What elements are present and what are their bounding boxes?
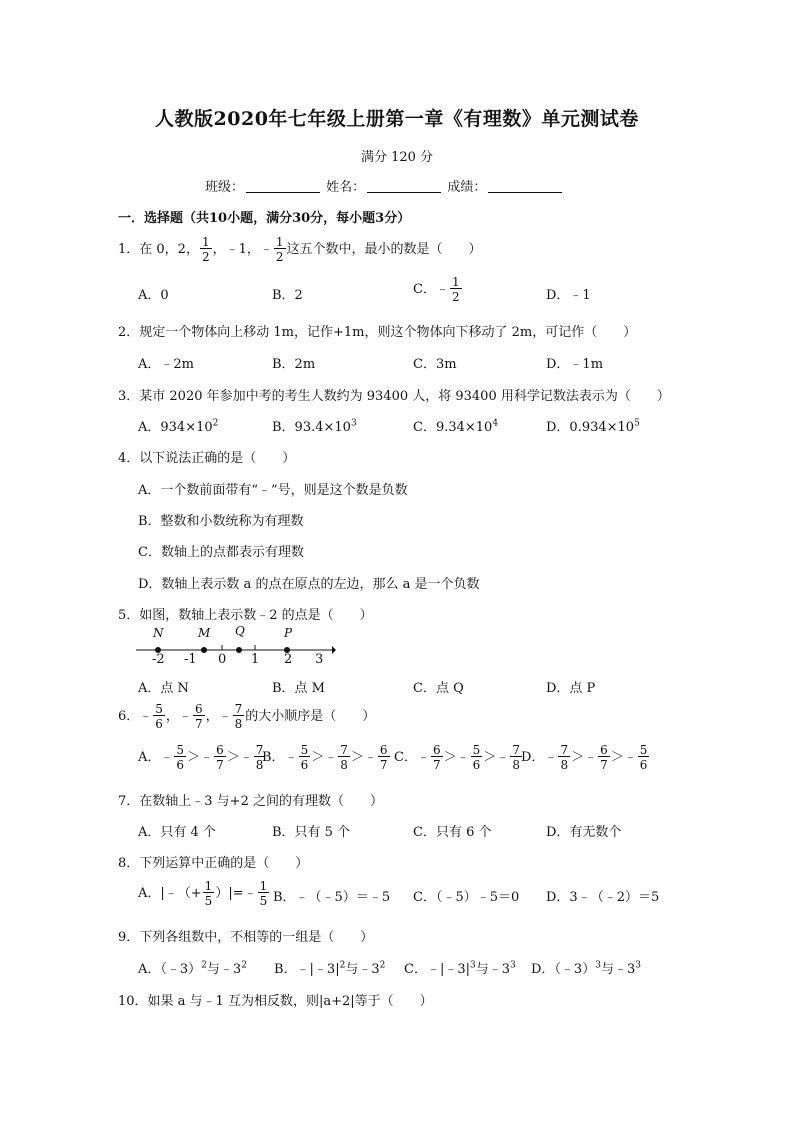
- point-q: [236, 647, 242, 653]
- q7-option-c[interactable]: C．只有 6 个: [413, 825, 492, 840]
- question-6: 6．﹣ $\frac{5}{6}$ ，﹣ $\frac{6}{7}$ ，﹣ $\frac{7}{8}$ 的大小顺序是（ ）: [118, 702, 376, 731]
- q9-option-a[interactable]: A．（﹣3）$^2$与$﹣3^2$: [138, 960, 247, 977]
- q1-option-d[interactable]: D．﹣1: [546, 288, 591, 303]
- fraction-half: $\frac{1}{2}$: [201, 235, 210, 264]
- q3-option-a[interactable]: A．$934\times 10^2$: [138, 418, 219, 435]
- tick-label: 2: [284, 652, 293, 667]
- q9-option-b[interactable]: B．$﹣|﹣3|^2$与$﹣3^2$: [274, 960, 386, 977]
- question-5: 5．如图，数轴上表示数﹣2 的点是（ ）: [118, 608, 373, 623]
- question-4: 4．以下说法正确的是（ ）: [118, 451, 296, 466]
- question-2: 2．规定一个物体向上移动 1m，记作+1m，则这个物体向下移动了 2m，可记作（ ）: [118, 325, 637, 340]
- question-9: 9．下列各组数中，不相等的一组是（ ）: [118, 930, 374, 945]
- fraction-half: $\frac{1}{2}$: [275, 235, 284, 264]
- point-m: [201, 647, 207, 653]
- name-blank[interactable]: [367, 179, 441, 193]
- page-title: 人教版2020年七年级上册第一章《有理数》单元测试卷: [155, 108, 639, 130]
- score-blank[interactable]: [488, 179, 562, 193]
- q6-option-d[interactable]: D．﹣ $\frac{7}{8}$ ＞﹣ $\frac{6}{7}$ ＞﹣ $\frac{5}{6}$: [521, 743, 648, 772]
- q1-option-a[interactable]: A．0: [138, 288, 169, 303]
- q3-option-c[interactable]: C．$9.34\times 10^4$: [413, 418, 499, 435]
- q9-option-d[interactable]: D．（﹣3）$^3$与$﹣3^3$: [531, 960, 641, 977]
- q2-option-a[interactable]: A．﹣2m: [138, 357, 194, 372]
- q4-option-c[interactable]: C．数轴上的点都表示有理数: [138, 545, 304, 560]
- q2-option-c[interactable]: C．3m: [413, 357, 457, 372]
- q1-option-c[interactable]: C．﹣ $\frac{1}{2}$: [413, 275, 460, 304]
- q8-option-c[interactable]: C．（﹣5）﹣5＝0: [413, 890, 520, 905]
- tick-label: -1: [184, 652, 197, 667]
- q1-option-b[interactable]: B．2: [272, 288, 303, 303]
- class-label: 班级：: [205, 180, 245, 195]
- q1-text-b: ，﹣1，﹣: [212, 242, 273, 257]
- q9-option-c[interactable]: C．$﹣|﹣3|^3$与$﹣3^3$: [404, 960, 516, 977]
- q3-option-d[interactable]: D．$0.934\times 10^5$: [546, 418, 640, 435]
- q6-option-b[interactable]: B．﹣ $\frac{5}{6}$ ＞﹣ $\frac{7}{8}$ ＞﹣ $\frac{6}{7}$: [262, 743, 388, 772]
- question-10: 10．如果 a 与﹣1 互为相反数，则|a+2|等于（ ）: [118, 994, 433, 1009]
- score-label: 成绩：: [447, 180, 487, 195]
- student-info: [205, 176, 564, 195]
- q4-option-a[interactable]: A．一个数前面带有“﹣”号，则是这个数是负数: [138, 483, 408, 498]
- section-heading: 一．选择题（共10小题，满分30分，每小题3分）: [118, 211, 411, 226]
- label-q: Q: [235, 624, 245, 638]
- q7-option-b[interactable]: B．只有 5 个: [272, 825, 351, 840]
- q5-option-d[interactable]: D．点 P: [546, 681, 596, 696]
- q3-option-b[interactable]: B．$93.4\times 10^3$: [272, 418, 357, 435]
- q8-option-b[interactable]: B．﹣（﹣5）＝﹣5: [273, 890, 391, 905]
- label-m: M: [198, 626, 211, 640]
- q2-option-b[interactable]: B．2m: [272, 357, 316, 372]
- q1-text-c: 这五个数中，最小的数是（ ）: [286, 242, 482, 257]
- q5-option-a[interactable]: A．点 N: [138, 681, 189, 696]
- q2-option-d[interactable]: D．﹣1m: [546, 357, 604, 372]
- question-7: 7．在数轴上﹣3 与+2 之间的有理数（ ）: [118, 794, 383, 809]
- q4-option-d[interactable]: D．数轴上表示数 a 的点在原点的左边，那么 a 是一个负数: [138, 577, 480, 592]
- q1-text-a: 1．在 0，2，: [118, 242, 199, 257]
- q5-option-c[interactable]: C．点 Q: [413, 681, 464, 696]
- tick-label: 1: [251, 652, 260, 667]
- label-p: P: [284, 626, 293, 640]
- number-line: [136, 645, 336, 657]
- tick-label: -2: [152, 652, 165, 667]
- question-3: 3．某市 2020 年参加中考的考生人数约为 93400 人，将 93400 用科学记数法表示为（ ）: [118, 389, 670, 404]
- class-blank[interactable]: [246, 179, 320, 193]
- question-8: 8．下列运算中正确的是（ ）: [118, 856, 309, 871]
- full-score: 满分 120 分: [360, 150, 434, 165]
- q4-option-b[interactable]: B．整数和小数统称为有理数: [138, 514, 304, 529]
- q8-option-d[interactable]: D．3﹣（﹣2）＝5: [546, 890, 660, 905]
- tick-label: 3: [315, 652, 324, 667]
- q6-option-c[interactable]: C．﹣ $\frac{6}{7}$ ＞﹣ $\frac{5}{6}$ ＞﹣ $\frac{7}{8}$: [394, 743, 520, 772]
- label-n: N: [153, 626, 164, 640]
- q7-option-d[interactable]: D．有无数个: [546, 825, 622, 840]
- q7-option-a[interactable]: A．只有 4 个: [138, 825, 216, 840]
- q6-option-a[interactable]: A．﹣ $\frac{5}{6}$ ＞﹣ $\frac{6}{7}$ ＞﹣ $\frac{7}{8}$: [138, 743, 264, 772]
- tick-label: 0: [218, 652, 227, 667]
- name-label: 姓名：: [326, 180, 366, 195]
- q5-option-b[interactable]: B．点 M: [272, 681, 325, 696]
- q8-option-a[interactable]: A．|﹣（+ $\frac{1}{5}$ ）|=﹣ $\frac{1}{5}$: [138, 879, 268, 908]
- question-1: [118, 236, 482, 263]
